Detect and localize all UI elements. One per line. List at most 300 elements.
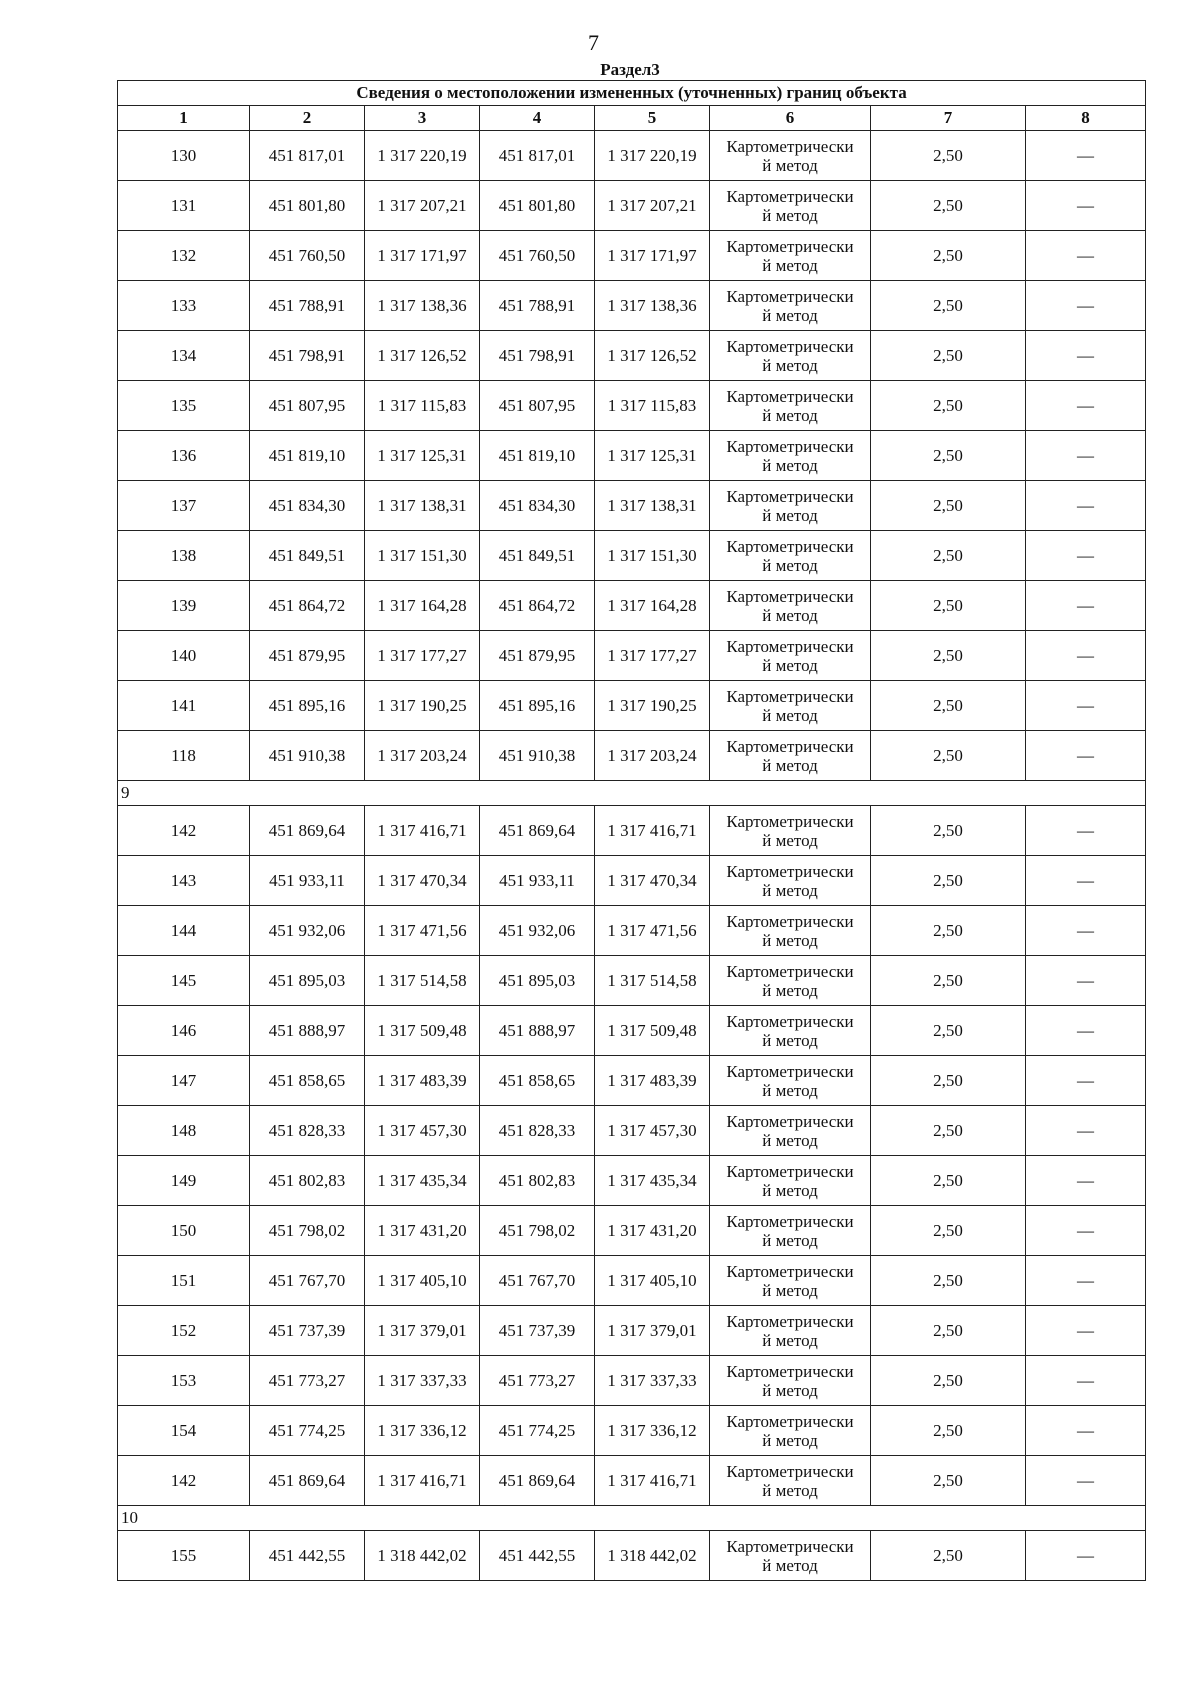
method-text-line-1: Картометрически [726, 1111, 854, 1131]
x-refined-cell: 451 834,30 [480, 481, 595, 531]
x-existing-cell: 451 864,72 [250, 581, 365, 631]
y-refined-cell: 1 317 470,34 [595, 856, 710, 906]
method-text-line-2: й метод [762, 830, 818, 850]
point-number-cell: 141 [118, 681, 250, 731]
x-refined-cell: 451 864,72 [480, 581, 595, 631]
accuracy-cell: 2,50 [871, 1306, 1026, 1356]
table-row [118, 956, 1146, 1006]
accuracy-cell: 2,50 [871, 1106, 1026, 1156]
point-number-cell: 146 [118, 1006, 250, 1056]
method-cell [710, 956, 871, 1006]
x-refined-cell: 451 910,38 [480, 731, 595, 781]
y-refined-cell: 1 317 115,83 [595, 381, 710, 431]
point-number-cell: 134 [118, 331, 250, 381]
description-cell: — [1026, 906, 1146, 956]
description-cell: — [1026, 806, 1146, 856]
method-cell [710, 1406, 871, 1456]
y-refined-cell: 1 318 442,02 [595, 1531, 710, 1581]
method-cell [710, 1306, 871, 1356]
y-refined-cell: 1 317 190,25 [595, 681, 710, 731]
x-refined-cell: 451 879,95 [480, 631, 595, 681]
x-existing-cell: 451 858,65 [250, 1056, 365, 1106]
x-existing-cell: 451 910,38 [250, 731, 365, 781]
method-cell [710, 331, 871, 381]
table-row [118, 1306, 1146, 1356]
method-cell [710, 131, 871, 181]
table-row [118, 806, 1146, 856]
y-refined-cell: 1 317 203,24 [595, 731, 710, 781]
point-number-cell: 151 [118, 1256, 250, 1306]
method-text-line-2: й метод [762, 880, 818, 900]
x-refined-cell: 451 802,83 [480, 1156, 595, 1206]
x-existing-cell: 451 888,97 [250, 1006, 365, 1056]
y-existing-cell: 1 317 336,12 [365, 1406, 480, 1456]
accuracy-cell: 2,50 [871, 1356, 1026, 1406]
y-refined-cell: 1 317 151,30 [595, 531, 710, 581]
method-cell [710, 1356, 871, 1406]
description-cell: — [1026, 281, 1146, 331]
x-refined-cell: 451 798,91 [480, 331, 595, 381]
point-number-cell: 153 [118, 1356, 250, 1406]
description-cell: — [1026, 1531, 1146, 1581]
x-existing-cell: 451 879,95 [250, 631, 365, 681]
table-row [118, 1406, 1146, 1456]
boundary-coordinates-table [117, 80, 1146, 1581]
y-existing-cell: 1 318 442,02 [365, 1531, 480, 1581]
x-refined-cell: 451 819,10 [480, 431, 595, 481]
description-cell: — [1026, 181, 1146, 231]
column-header: 4 [480, 106, 595, 131]
method-text-line-1: Картометрически [726, 911, 854, 931]
column-header: 7 [871, 106, 1026, 131]
y-refined-cell: 1 317 126,52 [595, 331, 710, 381]
y-existing-cell: 1 317 431,20 [365, 1206, 480, 1256]
table-title: Сведения о местоположении измененных (уточненных) границ объекта [118, 81, 1146, 106]
method-text-line-1: Картометрически [726, 811, 854, 831]
y-refined-cell: 1 317 471,56 [595, 906, 710, 956]
table-row [118, 1531, 1146, 1581]
method-text-line-1: Картометрически [726, 436, 854, 456]
method-cell [710, 731, 871, 781]
method-text-line-1: Картометрически [726, 961, 854, 981]
table-row [118, 1356, 1146, 1406]
y-refined-cell: 1 317 416,71 [595, 1456, 710, 1506]
x-existing-cell: 451 802,83 [250, 1156, 365, 1206]
method-text-line-2: й метод [762, 980, 818, 1000]
method-text-line-2: й метод [762, 405, 818, 425]
accuracy-cell: 2,50 [871, 1006, 1026, 1056]
y-existing-cell: 1 317 164,28 [365, 581, 480, 631]
table-row [118, 281, 1146, 331]
description-cell: — [1026, 681, 1146, 731]
description-cell: — [1026, 856, 1146, 906]
description-cell: — [1026, 431, 1146, 481]
method-text-line-2: й метод [762, 205, 818, 225]
description-cell: — [1026, 581, 1146, 631]
method-cell [710, 856, 871, 906]
method-text-line-1: Картометрически [726, 1311, 854, 1331]
method-text-line-2: й метод [762, 1380, 818, 1400]
x-existing-cell: 451 760,50 [250, 231, 365, 281]
accuracy-cell: 2,50 [871, 806, 1026, 856]
accuracy-cell: 2,50 [871, 181, 1026, 231]
column-header: 6 [710, 106, 871, 131]
method-text-line-1: Картометрически [726, 1411, 854, 1431]
accuracy-cell: 2,50 [871, 1256, 1026, 1306]
y-existing-cell: 1 317 125,31 [365, 431, 480, 481]
x-refined-cell: 451 849,51 [480, 531, 595, 581]
y-existing-cell: 1 317 509,48 [365, 1006, 480, 1056]
y-existing-cell: 1 317 416,71 [365, 806, 480, 856]
column-header: 8 [1026, 106, 1146, 131]
y-existing-cell: 1 317 416,71 [365, 1456, 480, 1506]
y-existing-cell: 1 317 203,24 [365, 731, 480, 781]
method-text-line-1: Картометрически [726, 1261, 854, 1281]
method-cell [710, 181, 871, 231]
x-refined-cell: 451 817,01 [480, 131, 595, 181]
accuracy-cell: 2,50 [871, 331, 1026, 381]
y-refined-cell: 1 317 138,31 [595, 481, 710, 531]
method-cell [710, 1531, 871, 1581]
method-cell [710, 281, 871, 331]
x-existing-cell: 451 773,27 [250, 1356, 365, 1406]
x-refined-cell: 451 828,33 [480, 1106, 595, 1156]
x-refined-cell: 451 767,70 [480, 1256, 595, 1306]
table-row [118, 1006, 1146, 1056]
point-number-cell: 131 [118, 181, 250, 231]
y-existing-cell: 1 317 220,19 [365, 131, 480, 181]
method-text-line-1: Картометрически [726, 1461, 854, 1481]
method-cell [710, 1256, 871, 1306]
y-refined-cell: 1 317 416,71 [595, 806, 710, 856]
y-refined-cell: 1 317 435,34 [595, 1156, 710, 1206]
method-text-line-1: Картометрически [726, 336, 854, 356]
accuracy-cell: 2,50 [871, 1156, 1026, 1206]
point-number-cell: 142 [118, 1456, 250, 1506]
method-text-line-2: й метод [762, 1555, 818, 1575]
method-cell [710, 1056, 871, 1106]
method-text-line-1: Картометрически [726, 1161, 854, 1181]
y-refined-cell: 1 317 337,33 [595, 1356, 710, 1406]
y-existing-cell: 1 317 337,33 [365, 1356, 480, 1406]
method-text-line-1: Картометрически [726, 1011, 854, 1031]
method-text-line-1: Картометрически [726, 136, 854, 156]
method-text-line-2: й метод [762, 605, 818, 625]
table-row [118, 131, 1146, 181]
x-refined-cell: 451 869,64 [480, 806, 595, 856]
column-header: 3 [365, 106, 480, 131]
contour-label: 9 [118, 781, 1146, 806]
method-text-line-2: й метод [762, 755, 818, 775]
x-existing-cell: 451 774,25 [250, 1406, 365, 1456]
method-cell [710, 431, 871, 481]
method-cell [710, 531, 871, 581]
y-existing-cell: 1 317 177,27 [365, 631, 480, 681]
description-cell: — [1026, 731, 1146, 781]
x-existing-cell: 451 933,11 [250, 856, 365, 906]
y-existing-cell: 1 317 190,25 [365, 681, 480, 731]
method-text-line-2: й метод [762, 1130, 818, 1150]
y-existing-cell: 1 317 457,30 [365, 1106, 480, 1156]
method-text-line-1: Картометрически [726, 686, 854, 706]
method-cell [710, 481, 871, 531]
accuracy-cell: 2,50 [871, 431, 1026, 481]
table-row [118, 1206, 1146, 1256]
accuracy-cell: 2,50 [871, 581, 1026, 631]
x-refined-cell: 451 798,02 [480, 1206, 595, 1256]
method-text-line-2: й метод [762, 1480, 818, 1500]
method-cell [710, 1156, 871, 1206]
x-existing-cell: 451 869,64 [250, 1456, 365, 1506]
table-row [118, 1056, 1146, 1106]
x-refined-cell: 451 895,03 [480, 956, 595, 1006]
table-row [118, 856, 1146, 906]
method-cell [710, 381, 871, 431]
point-number-cell: 150 [118, 1206, 250, 1256]
x-existing-cell: 451 895,03 [250, 956, 365, 1006]
method-text-line-1: Картометрически [726, 486, 854, 506]
table-row [118, 681, 1146, 731]
table-row [118, 431, 1146, 481]
method-text-line-1: Картометрически [726, 736, 854, 756]
accuracy-cell: 2,50 [871, 131, 1026, 181]
method-text-line-2: й метод [762, 655, 818, 675]
y-refined-cell: 1 317 220,19 [595, 131, 710, 181]
x-existing-cell: 451 817,01 [250, 131, 365, 181]
y-refined-cell: 1 317 177,27 [595, 631, 710, 681]
method-text-line-2: й метод [762, 555, 818, 575]
method-text-line-2: й метод [762, 155, 818, 175]
accuracy-cell: 2,50 [871, 956, 1026, 1006]
accuracy-cell: 2,50 [871, 681, 1026, 731]
x-existing-cell: 451 801,80 [250, 181, 365, 231]
method-text-line-1: Картометрически [726, 1361, 854, 1381]
accuracy-cell: 2,50 [871, 281, 1026, 331]
method-text-line-2: й метод [762, 1180, 818, 1200]
x-existing-cell: 451 869,64 [250, 806, 365, 856]
method-text-line-1: Картометрически [726, 386, 854, 406]
column-number-row [118, 106, 1146, 131]
y-existing-cell: 1 317 471,56 [365, 906, 480, 956]
accuracy-cell: 2,50 [871, 1406, 1026, 1456]
section-title: Раздел3 [600, 60, 660, 79]
x-existing-cell: 451 767,70 [250, 1256, 365, 1306]
table-row [118, 481, 1146, 531]
accuracy-cell: 2,50 [871, 531, 1026, 581]
point-number-cell: 149 [118, 1156, 250, 1206]
table-row [118, 581, 1146, 631]
y-existing-cell: 1 317 435,34 [365, 1156, 480, 1206]
y-refined-cell: 1 317 171,97 [595, 231, 710, 281]
x-refined-cell: 451 760,50 [480, 231, 595, 281]
table-row [118, 381, 1146, 431]
table-row [118, 631, 1146, 681]
point-number-cell: 132 [118, 231, 250, 281]
accuracy-cell: 2,50 [871, 1206, 1026, 1256]
point-number-cell: 154 [118, 1406, 250, 1456]
method-text-line-1: Картометрически [726, 861, 854, 881]
method-text-line-1: Картометрически [726, 1211, 854, 1231]
point-number-cell: 147 [118, 1056, 250, 1106]
table-row [118, 181, 1146, 231]
page-number: 7 [588, 30, 599, 55]
x-refined-cell: 451 774,25 [480, 1406, 595, 1456]
x-existing-cell: 451 828,33 [250, 1106, 365, 1156]
y-refined-cell: 1 317 514,58 [595, 956, 710, 1006]
description-cell: — [1026, 1106, 1146, 1156]
method-cell [710, 231, 871, 281]
description-cell: — [1026, 531, 1146, 581]
y-existing-cell: 1 317 379,01 [365, 1306, 480, 1356]
x-existing-cell: 451 798,91 [250, 331, 365, 381]
method-cell [710, 581, 871, 631]
method-text-line-1: Картометрически [726, 636, 854, 656]
accuracy-cell: 2,50 [871, 1056, 1026, 1106]
method-cell [710, 631, 871, 681]
method-text-line-2: й метод [762, 255, 818, 275]
method-cell [710, 1006, 871, 1056]
y-existing-cell: 1 317 514,58 [365, 956, 480, 1006]
x-existing-cell: 451 798,02 [250, 1206, 365, 1256]
x-existing-cell: 451 442,55 [250, 1531, 365, 1581]
method-text-line-2: й метод [762, 1430, 818, 1450]
y-refined-cell: 1 317 138,36 [595, 281, 710, 331]
y-refined-cell: 1 317 379,01 [595, 1306, 710, 1356]
y-refined-cell: 1 317 431,20 [595, 1206, 710, 1256]
x-refined-cell: 451 932,06 [480, 906, 595, 956]
x-existing-cell: 451 834,30 [250, 481, 365, 531]
point-number-cell: 144 [118, 906, 250, 956]
accuracy-cell: 2,50 [871, 906, 1026, 956]
accuracy-cell: 2,50 [871, 481, 1026, 531]
method-cell [710, 1106, 871, 1156]
description-cell: — [1026, 1406, 1146, 1456]
table-row [118, 731, 1146, 781]
method-text-line-1: Картометрически [726, 186, 854, 206]
description-cell: — [1026, 1356, 1146, 1406]
y-refined-cell: 1 317 405,10 [595, 1256, 710, 1306]
x-existing-cell: 451 895,16 [250, 681, 365, 731]
y-existing-cell: 1 317 151,30 [365, 531, 480, 581]
x-refined-cell: 451 858,65 [480, 1056, 595, 1106]
x-refined-cell: 451 895,16 [480, 681, 595, 731]
y-existing-cell: 1 317 470,34 [365, 856, 480, 906]
point-number-cell: 130 [118, 131, 250, 181]
y-refined-cell: 1 317 457,30 [595, 1106, 710, 1156]
description-cell: — [1026, 331, 1146, 381]
accuracy-cell: 2,50 [871, 381, 1026, 431]
method-text-line-2: й метод [762, 455, 818, 475]
accuracy-cell: 2,50 [871, 231, 1026, 281]
x-refined-cell: 451 442,55 [480, 1531, 595, 1581]
contour-group-row [118, 1506, 1146, 1531]
method-text-line-1: Картометрически [726, 236, 854, 256]
point-number-cell: 142 [118, 806, 250, 856]
contour-group-row [118, 781, 1146, 806]
table-body [118, 131, 1146, 1581]
x-refined-cell: 451 888,97 [480, 1006, 595, 1056]
point-number-cell: 133 [118, 281, 250, 331]
x-existing-cell: 451 819,10 [250, 431, 365, 481]
method-text-line-2: й метод [762, 1230, 818, 1250]
table-row [118, 231, 1146, 281]
description-cell: — [1026, 1206, 1146, 1256]
y-existing-cell: 1 317 138,36 [365, 281, 480, 331]
x-existing-cell: 451 807,95 [250, 381, 365, 431]
point-number-cell: 139 [118, 581, 250, 631]
x-existing-cell: 451 932,06 [250, 906, 365, 956]
method-text-line-2: й метод [762, 1330, 818, 1350]
description-cell: — [1026, 131, 1146, 181]
accuracy-cell: 2,50 [871, 1456, 1026, 1506]
description-cell: — [1026, 1306, 1146, 1356]
method-text-line-2: й метод [762, 355, 818, 375]
y-refined-cell: 1 317 509,48 [595, 1006, 710, 1056]
y-refined-cell: 1 317 336,12 [595, 1406, 710, 1456]
description-cell: — [1026, 381, 1146, 431]
description-cell: — [1026, 631, 1146, 681]
point-number-cell: 148 [118, 1106, 250, 1156]
method-cell [710, 806, 871, 856]
table-row [118, 531, 1146, 581]
method-text-line-2: й метод [762, 305, 818, 325]
method-cell [710, 1206, 871, 1256]
method-text-line-2: й метод [762, 505, 818, 525]
description-cell: — [1026, 956, 1146, 1006]
y-existing-cell: 1 317 126,52 [365, 331, 480, 381]
method-cell [710, 906, 871, 956]
description-cell: — [1026, 1056, 1146, 1106]
y-existing-cell: 1 317 207,21 [365, 181, 480, 231]
table-row [118, 1456, 1146, 1506]
y-refined-cell: 1 317 125,31 [595, 431, 710, 481]
accuracy-cell: 2,50 [871, 731, 1026, 781]
method-text-line-2: й метод [762, 705, 818, 725]
y-refined-cell: 1 317 483,39 [595, 1056, 710, 1106]
contour-label: 10 [118, 1506, 1146, 1531]
table-row [118, 906, 1146, 956]
point-number-cell: 152 [118, 1306, 250, 1356]
description-cell: — [1026, 481, 1146, 531]
table-row [118, 331, 1146, 381]
column-header: 5 [595, 106, 710, 131]
column-header: 2 [250, 106, 365, 131]
table-row [118, 1156, 1146, 1206]
x-refined-cell: 451 869,64 [480, 1456, 595, 1506]
description-cell: — [1026, 1156, 1146, 1206]
point-number-cell: 143 [118, 856, 250, 906]
method-cell [710, 681, 871, 731]
point-number-cell: 155 [118, 1531, 250, 1581]
method-text-line-2: й метод [762, 930, 818, 950]
x-existing-cell: 451 849,51 [250, 531, 365, 581]
table-row [118, 1106, 1146, 1156]
description-cell: — [1026, 1256, 1146, 1306]
method-text-line-1: Картометрически [726, 1536, 854, 1556]
point-number-cell: 136 [118, 431, 250, 481]
accuracy-cell: 2,50 [871, 856, 1026, 906]
y-existing-cell: 1 317 171,97 [365, 231, 480, 281]
x-refined-cell: 451 788,91 [480, 281, 595, 331]
x-existing-cell: 451 788,91 [250, 281, 365, 331]
point-number-cell: 140 [118, 631, 250, 681]
method-text-line-2: й метод [762, 1030, 818, 1050]
description-cell: — [1026, 1006, 1146, 1056]
description-cell: — [1026, 1456, 1146, 1506]
method-cell [710, 1456, 871, 1506]
x-refined-cell: 451 801,80 [480, 181, 595, 231]
method-text-line-2: й метод [762, 1080, 818, 1100]
